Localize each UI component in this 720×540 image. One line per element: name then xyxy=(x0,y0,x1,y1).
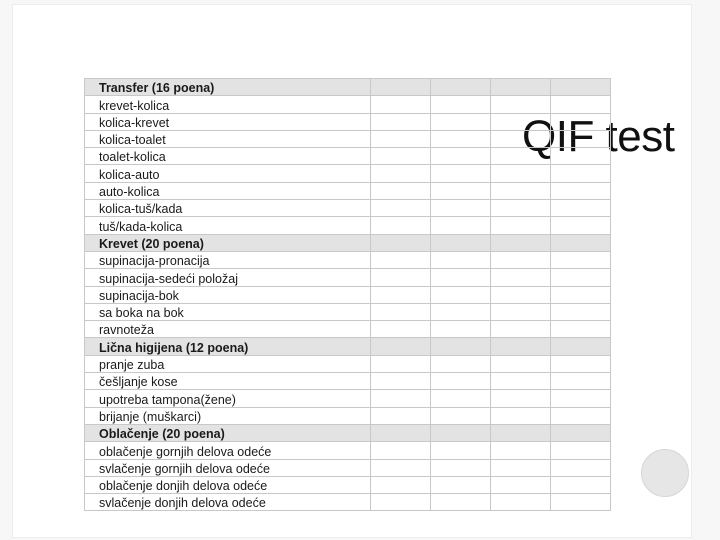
table-row xyxy=(85,321,611,338)
item-label-cell xyxy=(85,148,371,165)
score-cell-4 xyxy=(551,165,611,182)
score-cell-1 xyxy=(371,200,431,217)
item-label-cell xyxy=(85,130,371,147)
score-cell-2 xyxy=(431,338,491,355)
score-cell-3 xyxy=(491,442,551,459)
item-label: pranje zuba xyxy=(99,359,165,373)
score-cell-2 xyxy=(431,303,491,320)
score-cell-4 xyxy=(551,407,611,424)
score-cell-2 xyxy=(431,96,491,113)
score-cell-1 xyxy=(371,165,431,182)
section-label-cell xyxy=(85,234,371,251)
score-cell-1 xyxy=(371,217,431,234)
score-cell-4 xyxy=(551,424,611,441)
score-cell-4 xyxy=(551,321,611,338)
score-cell-1 xyxy=(371,476,431,493)
score-cell-3 xyxy=(491,338,551,355)
item-label: supinacija-bok xyxy=(99,289,179,303)
score-cell-4 xyxy=(551,476,611,493)
section-header-row xyxy=(85,234,611,251)
score-cell-1 xyxy=(371,286,431,303)
score-cell-2 xyxy=(431,251,491,268)
section-label: Krevet (20 poena) xyxy=(99,237,204,251)
score-cell-4 xyxy=(551,217,611,234)
item-label-cell xyxy=(85,269,371,286)
item-label-cell xyxy=(85,355,371,372)
item-label: kolica-krevet xyxy=(99,116,170,130)
score-cell-2 xyxy=(431,355,491,372)
score-cell-1 xyxy=(371,442,431,459)
score-cell-4 xyxy=(551,200,611,217)
score-cell-1 xyxy=(371,113,431,130)
score-cell-2 xyxy=(431,217,491,234)
item-label: krevet-kolica xyxy=(99,99,170,113)
score-cell-4 xyxy=(551,494,611,511)
score-cell-4 xyxy=(551,459,611,476)
score-cell-1 xyxy=(371,130,431,147)
score-cell-2 xyxy=(431,286,491,303)
table-row xyxy=(85,113,611,130)
score-cell-2 xyxy=(431,373,491,390)
score-cell-2 xyxy=(431,130,491,147)
item-label-cell xyxy=(85,494,371,511)
item-label: supinacija-pronacija xyxy=(99,255,210,269)
score-cell-2 xyxy=(431,442,491,459)
score-cell-1 xyxy=(371,494,431,511)
table-row xyxy=(85,390,611,407)
score-cell-2 xyxy=(431,459,491,476)
score-cell-3 xyxy=(491,476,551,493)
score-cell-4 xyxy=(551,442,611,459)
table-row xyxy=(85,286,611,303)
score-cell-4 xyxy=(551,251,611,268)
table-row xyxy=(85,269,611,286)
score-cell-4 xyxy=(551,355,611,372)
score-cell-1 xyxy=(371,338,431,355)
item-label-cell xyxy=(85,200,371,217)
score-cell-3 xyxy=(491,494,551,511)
score-cell-1 xyxy=(371,407,431,424)
item-label-cell xyxy=(85,182,371,199)
table-row xyxy=(85,442,611,459)
score-cell-4 xyxy=(551,79,611,96)
score-cell-2 xyxy=(431,165,491,182)
item-label-cell xyxy=(85,407,371,424)
item-label-cell xyxy=(85,251,371,268)
item-label: ravnoteža xyxy=(99,324,154,338)
score-cell-3 xyxy=(491,355,551,372)
table-row xyxy=(85,303,611,320)
score-cell-2 xyxy=(431,182,491,199)
item-label: supinacija-sedeći položaj xyxy=(99,272,238,286)
item-label: kolica-toalet xyxy=(99,134,166,148)
item-label-cell xyxy=(85,390,371,407)
score-cell-3 xyxy=(491,269,551,286)
score-cell-4 xyxy=(551,182,611,199)
score-cell-2 xyxy=(431,321,491,338)
score-cell-1 xyxy=(371,79,431,96)
score-cell-1 xyxy=(371,424,431,441)
score-cell-3 xyxy=(491,251,551,268)
section-label: Transfer (16 poena) xyxy=(99,82,215,96)
item-label: oblačenje donjih delova odeće xyxy=(99,480,268,494)
score-cell-4 xyxy=(551,390,611,407)
item-label: upotreba tampona(žene) xyxy=(99,393,236,407)
score-cell-1 xyxy=(371,269,431,286)
slide-title: QIF test xyxy=(522,112,675,161)
score-cell-4 xyxy=(551,234,611,251)
section-header-row xyxy=(85,79,611,96)
item-label-cell xyxy=(85,286,371,303)
score-cell-1 xyxy=(371,96,431,113)
score-cell-4 xyxy=(551,338,611,355)
qif-table-body xyxy=(85,79,611,511)
score-cell-4 xyxy=(551,269,611,286)
score-cell-1 xyxy=(371,148,431,165)
section-label: Oblačenje (20 poena) xyxy=(99,428,225,442)
score-cell-3 xyxy=(491,148,551,165)
score-cell-2 xyxy=(431,494,491,511)
score-cell-3 xyxy=(491,424,551,441)
score-cell-2 xyxy=(431,424,491,441)
score-cell-3 xyxy=(491,182,551,199)
score-cell-1 xyxy=(371,303,431,320)
score-cell-1 xyxy=(371,390,431,407)
table-row xyxy=(85,148,611,165)
score-cell-2 xyxy=(431,200,491,217)
section-header-row xyxy=(85,424,611,441)
score-cell-2 xyxy=(431,407,491,424)
item-label-cell xyxy=(85,303,371,320)
score-cell-2 xyxy=(431,390,491,407)
score-cell-1 xyxy=(371,182,431,199)
score-cell-4 xyxy=(551,96,611,113)
qif-table xyxy=(84,78,611,511)
score-cell-3 xyxy=(491,407,551,424)
table-row xyxy=(85,407,611,424)
score-cell-1 xyxy=(371,355,431,372)
score-cell-1 xyxy=(371,373,431,390)
item-label: toalet-kolica xyxy=(99,151,166,165)
score-cell-1 xyxy=(371,251,431,268)
score-cell-4 xyxy=(551,286,611,303)
item-label: kolica-tuš/kada xyxy=(99,203,183,217)
table-row xyxy=(85,494,611,511)
item-label: kolica-auto xyxy=(99,168,160,182)
section-header-row xyxy=(85,338,611,355)
score-cell-4 xyxy=(551,303,611,320)
score-cell-2 xyxy=(431,269,491,286)
table-row xyxy=(85,130,611,147)
score-cell-3 xyxy=(491,217,551,234)
item-label: svlačenje gornjih delova odeće xyxy=(99,462,270,476)
score-cell-1 xyxy=(371,234,431,251)
score-cell-3 xyxy=(491,459,551,476)
score-cell-4 xyxy=(551,130,611,147)
item-label-cell xyxy=(85,373,371,390)
score-cell-2 xyxy=(431,476,491,493)
item-label: oblačenje gornjih delova odeće xyxy=(99,445,272,459)
score-cell-3 xyxy=(491,321,551,338)
score-cell-1 xyxy=(371,321,431,338)
item-label: brijanje (muškarci) xyxy=(99,410,202,424)
score-cell-3 xyxy=(491,200,551,217)
table-row xyxy=(85,165,611,182)
score-cell-2 xyxy=(431,113,491,130)
item-label: sa boka na bok xyxy=(99,307,184,321)
section-label: Lična higijena (12 poena) xyxy=(99,341,249,355)
item-label-cell xyxy=(85,459,371,476)
item-label: auto-kolica xyxy=(99,186,160,200)
score-cell-3 xyxy=(491,113,551,130)
item-label-cell xyxy=(85,96,371,113)
table-row xyxy=(85,182,611,199)
score-cell-4 xyxy=(551,148,611,165)
score-cell-3 xyxy=(491,373,551,390)
table-row xyxy=(85,459,611,476)
score-cell-3 xyxy=(491,234,551,251)
item-label-cell xyxy=(85,217,371,234)
score-cell-3 xyxy=(491,96,551,113)
score-cell-3 xyxy=(491,390,551,407)
table-row xyxy=(85,476,611,493)
item-label-cell xyxy=(85,165,371,182)
score-cell-2 xyxy=(431,148,491,165)
table-row xyxy=(85,217,611,234)
item-label-cell xyxy=(85,321,371,338)
table-row xyxy=(85,251,611,268)
score-cell-1 xyxy=(371,459,431,476)
item-label-cell xyxy=(85,113,371,130)
item-label: svlačenje donjih delova odeće xyxy=(99,497,266,511)
score-cell-3 xyxy=(491,165,551,182)
item-label: tuš/kada-kolica xyxy=(99,220,183,234)
score-cell-3 xyxy=(491,303,551,320)
score-cell-2 xyxy=(431,79,491,96)
table-row xyxy=(85,200,611,217)
item-label-cell xyxy=(85,442,371,459)
score-cell-3 xyxy=(491,286,551,303)
table-row xyxy=(85,96,611,113)
table-row xyxy=(85,373,611,390)
score-cell-3 xyxy=(491,79,551,96)
score-cell-4 xyxy=(551,113,611,130)
section-label-cell xyxy=(85,79,371,96)
section-label-cell xyxy=(85,424,371,441)
score-cell-2 xyxy=(431,234,491,251)
section-label-cell xyxy=(85,338,371,355)
table-row xyxy=(85,355,611,372)
item-label: češljanje kose xyxy=(99,376,178,390)
item-label-cell xyxy=(85,476,371,493)
decorative-circle xyxy=(641,449,689,497)
score-cell-3 xyxy=(491,130,551,147)
score-cell-4 xyxy=(551,373,611,390)
